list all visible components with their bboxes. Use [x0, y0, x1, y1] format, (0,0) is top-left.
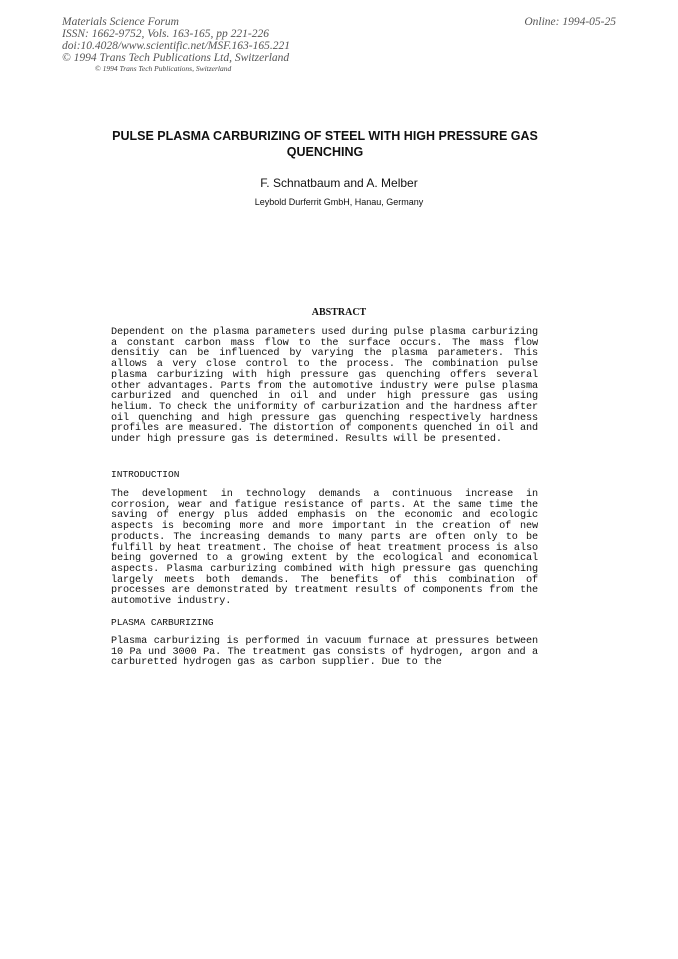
paper-affiliation: Leybold Durferrit GmbH, Hanau, Germany	[254, 197, 424, 207]
abstract-text: Dependent on the plasma parameters used during pulse plasma carburizing a constant carbon mass flow to the surface occurs. The mass flow densitiy can be influenced by varying the plasma parameters. This allows a very close control to the process. The combination pulse plasma carburizing with high pressure gas quenching offers several other advantages. Parts from the automotive industry were pulse plasma carburized and quenched in oil and under high pressure gas using helium. To check the uniformity of carburization and the hardness after oil quenching and high pressure gas quenching respectively hardness profiles are measured. The distortion of components quenched in oil and under high pressure gas is determined. Results will be presented.	[111, 327, 538, 446]
plasma-carburizing-heading: PLASMA CARBURIZING	[111, 617, 214, 628]
publication-info	[62, 16, 290, 64]
journal-name: Materials Science Forum	[62, 16, 179, 28]
abstract-heading: ABSTRACT	[311, 307, 367, 318]
introduction-text: The development in technology demands a continuous increase in corrosion, wear and fatigue resistance of parts. At the same time the saving of energy plus added emphasis on the economic and ecologic aspects is becoming more and more important in the creation of new products. The increasing demands to many parts are often only to be fulfill by heat treatment. The choise of heat treatment process is also being governed to a growing extent by the ecological and economical aspects. Plasma carburizing combined with high pressure gas quenching largely meets both demands. The benefits of this combination of processes are demonstrated by treatment results of components from the automotive industry.	[111, 489, 538, 608]
doi-line: doi:10.4028/www.scientific.net/MSF.163-165.221	[62, 40, 290, 52]
introduction-heading: INTRODUCTION	[111, 469, 180, 480]
copyright-line: © 1994 Trans Tech Publications Ltd, Switzerland	[62, 52, 290, 64]
paper-authors: F. Schnatbaum and A. Melber	[260, 176, 418, 190]
plasma-carburizing-text: Plasma carburizing is performed in vacuum furnace at pressures between 10 Pa und 3000 Pa. The treatment gas consists of hydrogen, argon and a carburetted hydrogen gas as carbon supplier. Due to the	[111, 636, 538, 669]
paper-title: PULSE PLASMA CARBURIZING OF STEEL WITH HIGH PRESSURE GAS QUENCHING	[112, 129, 538, 159]
issn-line: ISSN: 1662-9752, Vols. 163-165, pp 221-226	[62, 28, 269, 40]
copyright-small: © 1994 Trans Tech Publications, Switzerland	[95, 64, 232, 73]
online-date: Online: 1994-05-25	[524, 16, 616, 28]
